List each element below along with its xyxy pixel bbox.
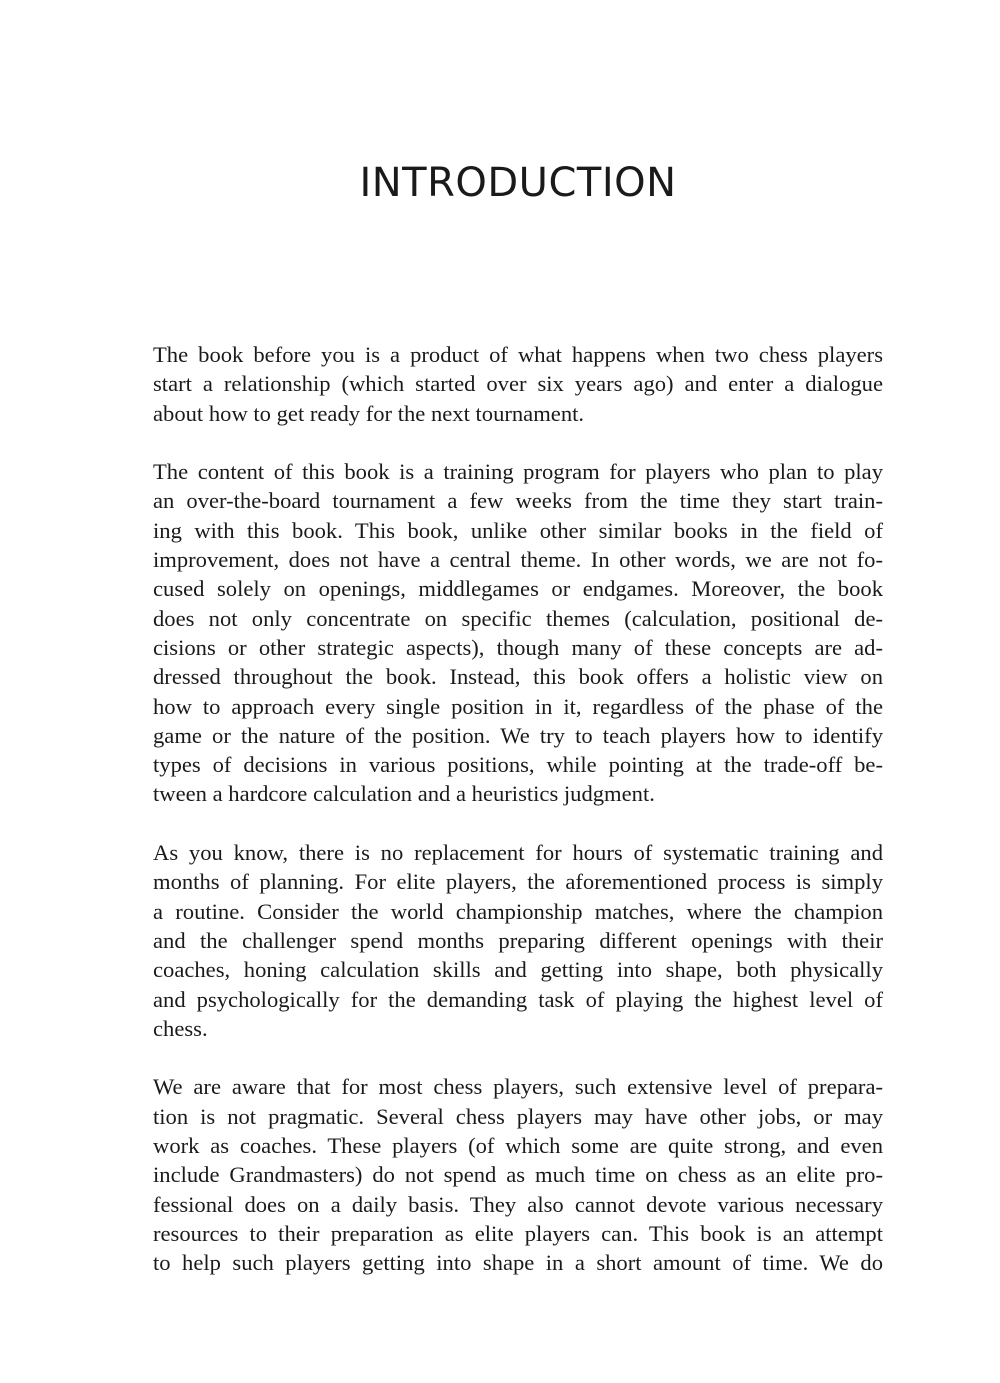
text-line: The book before you is a product of what happens when two chess players <box>153 342 883 367</box>
text-line: chess. <box>153 1015 208 1041</box>
text-line: ing with this book. This book, unlike other similar books in the field of <box>153 517 883 543</box>
text-line: and the challenger spend months preparing different openings with their <box>153 927 883 953</box>
text-line: tween a hardcore calculation and a heuristics judgment. <box>153 781 655 807</box>
text-line: game or the nature of the position. We try to teach players how to identify <box>153 722 883 748</box>
paragraph-3 <box>153 838 883 1043</box>
text-line: to help such players getting into shape in a short amount of time. We do <box>153 1250 883 1276</box>
text-line: We are aware that for most chess players, such extensive level of prepara- <box>153 1074 883 1100</box>
text-line: include Grandmasters) do not spend as much time on chess as an elite pro- <box>153 1162 883 1188</box>
chapter-title: INTRODUCTION <box>359 160 677 206</box>
text-line: about how to get ready for the next tournament. <box>153 400 585 426</box>
text-line: fessional does on a daily basis. They also cannot devote various necessary <box>153 1191 883 1217</box>
text-line: cused solely on openings, middlegames or endgames. Moreover, the book <box>153 576 883 602</box>
paragraph-1 <box>153 340 883 428</box>
text-line: coaches, honing calculation skills and getting into shape, both physically <box>153 957 883 983</box>
text-line: types of decisions in various positions, while pointing at the trade-off be- <box>153 752 883 778</box>
text-line: does not only concentrate on specific themes (calculation, positional de- <box>153 605 883 631</box>
text-line: cisions or other strategic aspects), though many of these concepts are ad- <box>153 634 883 660</box>
text-line: start a relationship (which started over six years ago) and enter a dialogue <box>153 371 883 397</box>
text-line: months of planning. For elite players, the aforementioned process is simply <box>153 869 883 895</box>
text-line: The content of this book is a training program for players who plan to play <box>153 459 883 485</box>
text-line: resources to their preparation as elite players can. This book is an attempt <box>153 1220 883 1246</box>
text-line: As you know, there is no replacement for hours of systematic training and <box>153 840 883 866</box>
text-line: an over-the-board tournament a few weeks from the time they start train- <box>153 488 883 514</box>
paragraph-2 <box>153 457 883 809</box>
text-line: dressed throughout the book. Instead, this book offers a holistic view on <box>153 664 883 690</box>
body-text <box>153 340 883 1307</box>
text-line: work as coaches. These players (of which some are quite strong, and even <box>153 1133 883 1159</box>
paragraph-4 <box>153 1072 883 1277</box>
text-line: tion is not pragmatic. Several chess players may have other jobs, or may <box>153 1103 883 1129</box>
text-line: a routine. Consider the world championship matches, where the champion <box>153 898 883 924</box>
text-line: how to approach every single position in it, regardless of the phase of the <box>153 693 883 719</box>
text-line: and psychologically for the demanding task of playing the highest level of <box>153 986 883 1012</box>
text-line: improvement, does not have a central theme. In other words, we are not fo- <box>153 547 883 573</box>
